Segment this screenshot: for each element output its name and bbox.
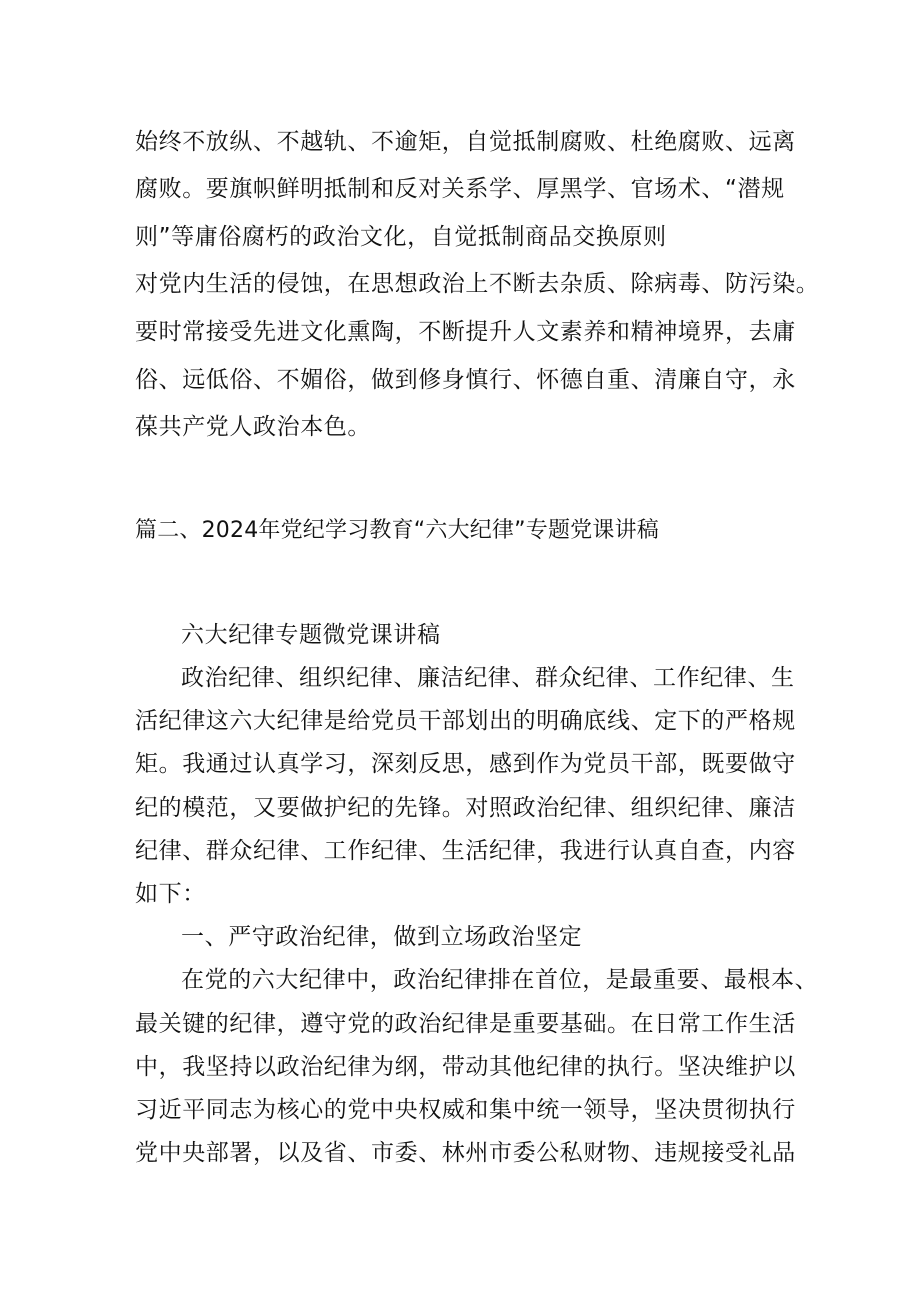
body-text-line: 政治纪律、组织纪律、廉洁纪律、群众纪律、工作纪律、生 bbox=[181, 665, 795, 691]
body-text-line: 葆共产党人政治本色。 bbox=[135, 414, 371, 440]
body-text-line: 矩。我通过认真学习，深刻反思，感到作为党员干部，既要做守 bbox=[135, 751, 796, 777]
body-text-line: 最关键的纪律，遵守党的政治纪律是重要基础。在日常工作生活 bbox=[135, 1011, 796, 1037]
body-text-line: 中，我坚持以政治纪律为纲，带动其他纪律的执行。坚决维护以 bbox=[135, 1054, 796, 1080]
body-text-line: 习近平同志为核心的党中央权威和集中统一领导，坚决贯彻执行 bbox=[135, 1097, 796, 1123]
body-text-line: 纪的模范，又要做护纪的先锋。对照政治纪律、组织纪律、廉洁 bbox=[135, 795, 796, 821]
body-text-line: 如下： bbox=[135, 881, 206, 907]
body-text-line: 活纪律这六大纪律是给党员干部划出的明确底线、定下的严格规 bbox=[135, 708, 796, 734]
body-text-line: 对党内生活的侵蚀，在思想政治上不断去杂质、除病毒、防污染。 bbox=[135, 271, 820, 297]
body-text-line: 纪律、群众纪律、工作纪律、生活纪律，我进行认真自查，内容 bbox=[135, 838, 796, 864]
body-text-line: 俗、远低俗、不媚俗，做到修身慎行、怀德自重、清廉自守，永 bbox=[135, 367, 796, 393]
body-text-line: 要时常接受先进文化熏陶，不断提升人文素养和精神境界，去庸 bbox=[135, 319, 796, 345]
body-text-line: 党中央部署，以及省、市委、林州市委公私财物、违规接受礼品 bbox=[135, 1140, 796, 1166]
subtitle: 六大纪律专题微党课讲稿 bbox=[181, 622, 441, 648]
body-text-line: 始终不放纵、不越轨、不逾矩，自觉抵制腐败、杜绝腐败、远离 bbox=[135, 129, 796, 155]
body-text-line: 则”等庸俗腐朽的政治文化，自觉抵制商品交换原则 bbox=[135, 224, 667, 250]
point-title: 一、严守政治纪律，做到立场政治坚定 bbox=[181, 924, 583, 950]
body-text-line: 腐败。要旗帜鲜明抵制和反对关系学、厚黑学、官场术、“潜规 bbox=[135, 176, 785, 202]
body-text-line: 在党的六大纪律中，政治纪律排在首位，是最重要、最根本、 bbox=[181, 967, 819, 993]
section-heading: 篇二、2024年党纪学习教育“六大纪律”专题党课讲稿 bbox=[135, 518, 659, 543]
